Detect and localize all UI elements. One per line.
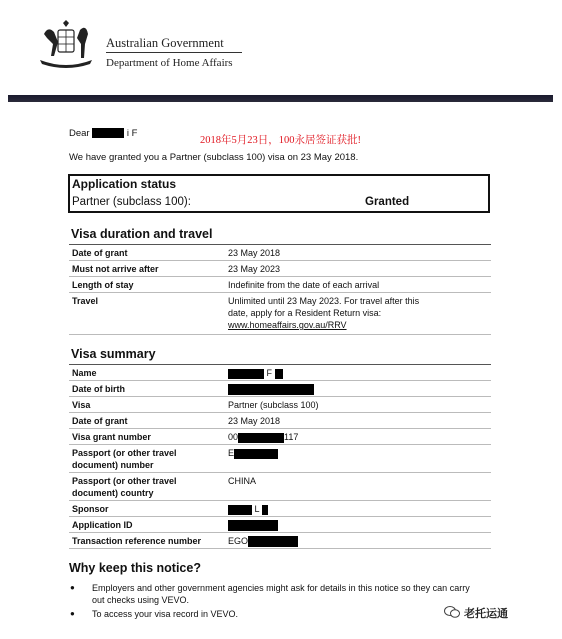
row-label: Date of grant — [72, 416, 128, 426]
redacted-field — [228, 520, 278, 531]
divider — [69, 548, 491, 549]
divider — [69, 444, 491, 445]
redacted-field — [228, 384, 314, 395]
divider — [69, 244, 491, 245]
status-value: Granted — [365, 196, 410, 208]
salutation: Dear i F — [69, 128, 138, 139]
row-value: F — [228, 367, 468, 379]
rrv-link[interactable]: www.homeaffairs.gov.au/RRV — [228, 320, 347, 330]
redacted-field — [248, 536, 298, 547]
row-value — [228, 295, 438, 331]
handwritten-annotation: 2018年5月23日，100永居签证获批! — [200, 135, 361, 146]
bullet-text: To access your visa record in VEVO. — [92, 609, 239, 619]
divider — [69, 500, 491, 501]
divider — [69, 292, 491, 293]
header-bar — [8, 95, 553, 102]
bullet-text: Employers and other government agencies might ask for details in this notice so they can carry out checks using VEVO. — [92, 583, 470, 605]
row-label: Transaction reference number — [72, 536, 202, 546]
department-name: Department of Home Affairs — [106, 57, 233, 69]
row-label: Visa grant number — [72, 432, 151, 442]
row-label: Must not arrive after — [72, 264, 159, 274]
row-label: Passport (or other travel document) country — [72, 476, 177, 498]
summary-section-title: Visa summary — [71, 347, 156, 361]
redacted-field — [238, 433, 284, 443]
row-value — [228, 383, 468, 395]
coat-of-arms-logo — [36, 20, 96, 72]
grant-statement: We have granted you a Partner (subclass 100) visa on 23 May 2018. — [69, 152, 359, 163]
row-value — [228, 519, 468, 531]
row-label: Passport (or other travel document) number — [72, 448, 177, 470]
divider — [69, 428, 491, 429]
divider — [69, 276, 491, 277]
row-value: 23 May 2023 — [228, 264, 281, 274]
redacted-field — [228, 369, 264, 379]
divider — [69, 334, 491, 335]
why-section-title: Why keep this notice? — [69, 561, 201, 575]
row-value: 23 May 2018 — [228, 416, 281, 426]
divider — [69, 260, 491, 261]
row-label: Date of birth — [72, 384, 125, 394]
redacted-field — [228, 505, 252, 515]
status-label: Partner (subclass 100): — [72, 196, 191, 208]
divider — [69, 516, 491, 517]
row-value: E — [228, 447, 468, 459]
row-value: EGO — [228, 535, 468, 547]
row-value: 00 117 — [228, 432, 299, 442]
redacted-field — [262, 505, 268, 515]
row-value: Indefinite from the date of each arrival — [228, 280, 380, 290]
redacted-name — [92, 128, 124, 138]
divider — [69, 472, 491, 473]
bullet-marker: ● — [70, 583, 75, 592]
row-label: Application ID — [72, 520, 133, 530]
row-label: Date of grant — [72, 248, 128, 258]
divider — [69, 380, 491, 381]
watermark-text: 老托运通 — [464, 608, 508, 620]
row-label: Sponsor — [72, 504, 109, 514]
status-title: Application status — [72, 177, 177, 191]
redacted-field — [234, 449, 278, 459]
agency-name: Australian Government — [106, 36, 224, 50]
row-label: Visa — [72, 400, 91, 410]
row-value: CHINA — [228, 476, 257, 486]
travel-text: Unlimited until 23 May 2023. For travel after this date, apply for a Resident Return visa: — [228, 296, 420, 318]
row-value: L — [228, 503, 468, 515]
divider — [69, 364, 491, 365]
row-label: Name — [72, 368, 97, 378]
row-label: Length of stay — [72, 280, 134, 290]
row-value: 23 May 2018 — [228, 248, 281, 258]
divider — [69, 396, 491, 397]
row-value: Partner (subclass 100) — [228, 400, 319, 410]
wechat-icon — [444, 606, 460, 618]
header-divider — [106, 52, 242, 53]
duration-section-title: Visa duration and travel — [71, 227, 213, 241]
bullet-marker: ● — [70, 609, 75, 618]
divider — [69, 532, 491, 533]
row-label: Travel — [72, 296, 99, 306]
divider — [69, 412, 491, 413]
redacted-field — [275, 369, 283, 379]
